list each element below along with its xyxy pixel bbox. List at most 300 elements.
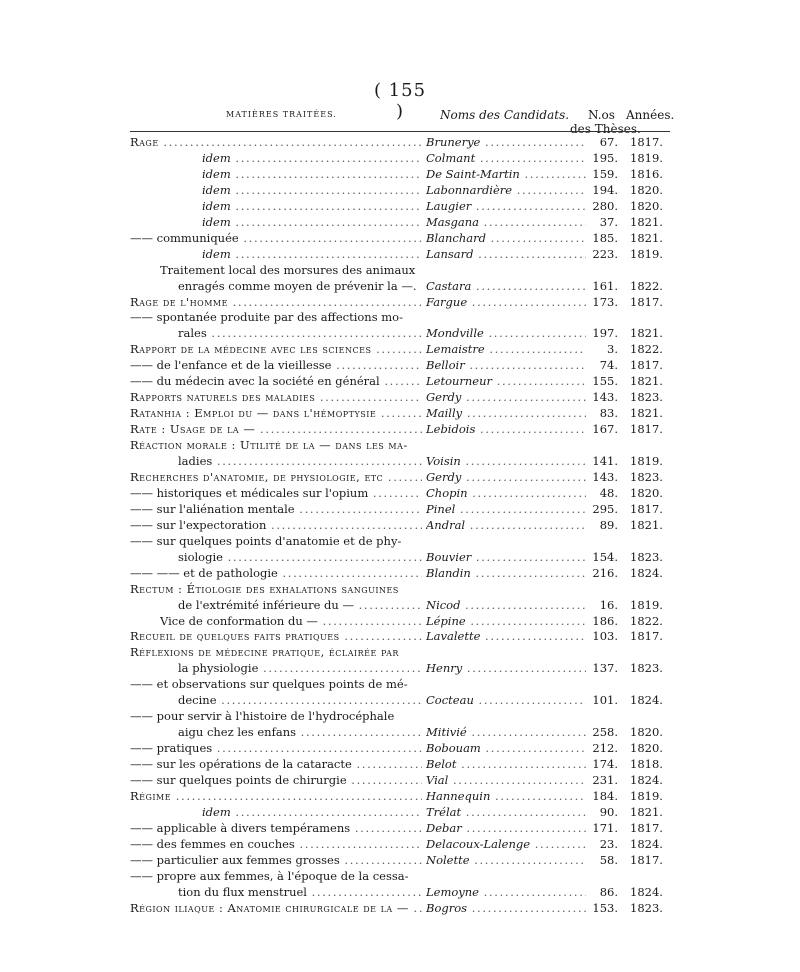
entry-subject-text: decine	[178, 693, 217, 708]
entry-candidate-name: Trélat	[426, 804, 462, 819]
entry-subject	[130, 230, 422, 246]
entry-candidate-name: Nicod	[426, 597, 461, 612]
entry-candidate-name: Nolette	[426, 852, 470, 867]
entry-thesis-number: 48.	[599, 485, 618, 500]
entry-subject-text: Rage	[130, 135, 159, 149]
entry-subject	[130, 676, 672, 692]
entry-year: 1817.	[630, 358, 663, 373]
entry-subject-text: —— et observations sur quelques points de mé-	[130, 677, 408, 692]
entry-thesis-number: 212.	[592, 741, 618, 756]
entry-thesis-number: 167.	[592, 422, 618, 437]
entry-subject	[202, 182, 422, 198]
entry-thesis-number: 74.	[599, 358, 618, 373]
entry-subject	[178, 453, 422, 469]
entry-candidate-name: Lebidois	[426, 422, 476, 437]
entry-subject-text: Traitement local des morsures des animaux	[160, 262, 416, 277]
entry-row	[0, 660, 800, 676]
entry-subject	[130, 517, 422, 533]
entry-thesis-number: 83.	[599, 406, 618, 421]
entry-candidate-name: Hannequin	[426, 788, 491, 803]
entry-row	[0, 278, 800, 294]
entry-candidate	[426, 294, 586, 310]
header-numeros: N.os	[588, 108, 615, 122]
entry-subject-text: de l'extrémité inférieure du —	[178, 597, 354, 612]
entry-thesis-number: 101.	[592, 693, 618, 708]
entry-row	[0, 214, 800, 230]
entry-candidate-name: Mondville	[426, 326, 484, 341]
entry-year: 1820.	[630, 741, 663, 756]
entry-candidate	[426, 166, 586, 182]
entry-thesis-number: 137.	[592, 661, 618, 676]
entry-row	[0, 565, 800, 581]
entry-candidate	[426, 485, 586, 501]
entry-subject	[130, 756, 422, 772]
entry-thesis-number: 197.	[592, 326, 618, 341]
entry-candidate	[426, 628, 586, 644]
entry-subject-text: rales	[178, 326, 207, 341]
entry-subject-text: —— sur quelques points de chirurgie	[130, 773, 347, 787]
entry-subject-text: Réflexions de médecine pratique, éclairée par	[130, 645, 399, 660]
entry-thesis-number: 223.	[592, 246, 618, 261]
entry-candidate-name: Bogros	[426, 900, 468, 915]
entry-row	[0, 836, 800, 852]
entry-candidate	[426, 517, 586, 533]
entry-row	[0, 884, 800, 900]
entry-row	[0, 517, 800, 533]
entry-candidate-name: De Saint-Martin	[426, 166, 520, 181]
header-des-theses: des Thèses.	[570, 122, 641, 136]
entry-thesis-number: 216.	[592, 565, 618, 580]
entry-subject	[202, 150, 422, 166]
entry-thesis-number: 86.	[599, 884, 618, 899]
entry-subject	[130, 294, 422, 310]
entry-candidate	[426, 772, 586, 788]
entry-thesis-number: 258.	[592, 725, 618, 740]
entry-subject	[130, 309, 672, 325]
entry-subject	[130, 357, 422, 373]
entry-year: 1817.	[630, 852, 663, 867]
entry-thesis-number: 173.	[592, 294, 618, 309]
entry-candidate-name: Lansard	[426, 246, 474, 261]
entry-candidate	[426, 501, 586, 517]
entry-row	[0, 485, 800, 501]
entry-candidate	[426, 597, 586, 613]
entry-thesis-number: 58.	[599, 852, 618, 867]
entry-year: 1819.	[630, 454, 663, 468]
entry-row	[0, 389, 800, 405]
entry-subject	[130, 740, 422, 756]
entry-year: 1821.	[630, 230, 663, 245]
entry-candidate	[426, 724, 586, 740]
entry-thesis-number: 185.	[592, 230, 618, 245]
entry-candidate-name: Debar	[426, 820, 462, 835]
entry-subject	[178, 549, 422, 565]
entry-candidate	[426, 453, 586, 469]
entry-subject	[202, 804, 422, 820]
entry-subject-text: aigu chez les enfans	[178, 725, 296, 740]
entry-year: 1819.	[630, 150, 663, 165]
entry-row	[0, 692, 800, 708]
entry-thesis-number: 37.	[599, 214, 618, 229]
entry-row	[0, 501, 800, 517]
entry-thesis-number: 171.	[592, 820, 618, 835]
entry-subject	[178, 597, 422, 613]
entry-year: 1822.	[630, 342, 663, 357]
entry-row	[0, 724, 800, 740]
entry-year: 1822.	[630, 278, 663, 293]
entry-subject-text: idem	[202, 150, 231, 165]
entry-thesis-number: 89.	[599, 517, 618, 532]
entry-candidate-name: Bobouam	[426, 741, 481, 756]
entry-candidate	[426, 900, 586, 916]
entry-candidate	[426, 182, 586, 198]
entry-thesis-number: 195.	[592, 150, 618, 165]
entry-subject	[130, 772, 422, 788]
entry-subject-text: la physiologie	[178, 661, 259, 676]
entry-year: 1821.	[630, 406, 663, 421]
entry-subject-text: idem	[202, 198, 231, 213]
header-matieres: MATIÈRES TRAITÉES.	[226, 110, 337, 119]
entry-row	[0, 341, 800, 357]
entry-year: 1823.	[630, 661, 663, 676]
entry-year: 1824.	[630, 693, 663, 708]
entry-subject	[160, 613, 422, 629]
entry-candidate-name: Laugier	[426, 198, 472, 213]
entry-candidate-name: Mitivié	[426, 725, 467, 740]
entry-candidate-name: Colmant	[426, 150, 476, 165]
page-number: ( 155 )	[373, 80, 427, 122]
entry-candidate-name: Cocteau	[426, 693, 474, 708]
entry-subject	[130, 533, 672, 549]
entry-year: 1818.	[630, 757, 663, 772]
entry-row	[0, 166, 800, 182]
entry-subject-text: —— propre aux femmes, à l'époque de la cessa-	[130, 868, 409, 883]
entry-row	[0, 405, 800, 421]
entry-candidate	[426, 278, 586, 294]
entry-subject	[130, 788, 422, 804]
entry-candidate-name: Letourneur	[426, 374, 493, 389]
entry-candidate	[426, 198, 586, 214]
entry-candidate-name: Lavalette	[426, 629, 481, 644]
header-rule	[130, 131, 670, 132]
entry-subject-text: Rapports naturels des maladies	[130, 390, 316, 405]
entry-subject-text: idem	[202, 182, 231, 197]
entry-subject-text: Recherches d'anatomie, de physiologie, etc	[130, 469, 384, 484]
entry-thesis-number: 153.	[592, 900, 618, 915]
entry-candidate-name: Blandin	[426, 565, 471, 580]
entry-row	[0, 469, 800, 485]
entry-subject	[130, 565, 422, 581]
entry-row	[0, 740, 800, 756]
entry-subject-text: ladies	[178, 454, 213, 468]
entry-thesis-number: 16.	[599, 597, 618, 612]
entry-year: 1822.	[630, 613, 663, 628]
entry-candidate-name: Lemaistre	[426, 342, 485, 357]
entry-row	[0, 900, 800, 916]
entry-candidate	[426, 788, 586, 804]
entry-subject-text: Réaction morale : Utilité de la — dans les ma-	[130, 438, 408, 453]
entry-year: 1816.	[630, 166, 663, 181]
entry-subject	[130, 628, 422, 644]
entry-row	[0, 628, 800, 644]
entry-thesis-number: 155.	[592, 374, 618, 389]
entry-subject	[178, 660, 422, 676]
entry-candidate	[426, 469, 586, 485]
entry-thesis-number: 186.	[592, 613, 618, 628]
entry-year: 1820.	[630, 725, 663, 740]
entry-subject	[130, 134, 422, 150]
entry-year: 1821.	[630, 517, 663, 532]
entry-row	[0, 868, 800, 884]
entry-row	[0, 198, 800, 214]
entry-candidate	[426, 134, 586, 150]
entry-row	[0, 453, 800, 469]
entry-candidate	[426, 884, 586, 900]
entry-subject-text: Rectum : Étiologie des exhalations sanguines	[130, 581, 399, 596]
entry-row	[0, 788, 800, 804]
entry-row	[0, 708, 800, 724]
entry-thesis-number: 295.	[592, 501, 618, 516]
entry-subject	[178, 724, 422, 740]
entry-candidate-name: Blanchard	[426, 230, 486, 245]
entry-candidate-name: Fargue	[426, 294, 468, 309]
entry-year: 1817.	[630, 135, 663, 149]
entry-row	[0, 644, 800, 660]
entry-candidate-name: Voisin	[426, 454, 461, 468]
entry-subject-text: —— de l'enfance et de la vieillesse	[130, 358, 332, 373]
entry-subject-text: Rapport de la médecine avec les sciences	[130, 342, 372, 357]
entry-candidate	[426, 756, 586, 772]
entry-year: 1819.	[630, 597, 663, 612]
entry-row	[0, 772, 800, 788]
entry-candidate-name: Henry	[426, 661, 463, 676]
entry-row	[0, 373, 800, 389]
entry-candidate	[426, 341, 586, 357]
entry-candidate	[426, 660, 586, 676]
entry-candidate-name: Andral	[426, 517, 466, 532]
entry-subject-text: —— spontanée produite par des affections mo-	[130, 310, 403, 325]
entry-thesis-number: 154.	[592, 549, 618, 564]
entry-row	[0, 581, 800, 597]
entry-row	[0, 262, 800, 278]
entry-thesis-number: 23.	[599, 836, 618, 851]
entry-subject	[178, 884, 422, 900]
entry-year: 1821.	[630, 804, 663, 819]
entry-candidate-name: Gerdy	[426, 390, 462, 405]
entry-year: 1820.	[630, 182, 663, 197]
entry-candidate	[426, 613, 586, 629]
entry-row	[0, 597, 800, 613]
entry-candidate-name: Lépine	[426, 613, 466, 628]
entry-thesis-number: 161.	[592, 278, 618, 293]
entry-subject-text: —— sur l'aliénation mentale	[130, 501, 295, 516]
entry-candidate	[426, 740, 586, 756]
entry-candidate	[426, 565, 586, 581]
entry-row	[0, 533, 800, 549]
entry-subject	[130, 820, 422, 836]
entry-candidate	[426, 804, 586, 820]
entry-candidate-name: Castara	[426, 278, 472, 293]
entry-subject-text: —— sur l'expectoration	[130, 517, 267, 532]
entry-subject	[178, 278, 422, 294]
entry-year: 1821.	[630, 374, 663, 389]
entry-year: 1819.	[630, 246, 663, 261]
entry-subject-text: siologie	[178, 549, 223, 564]
entry-candidate-name: Chopin	[426, 485, 468, 500]
entry-thesis-number: 3.	[607, 342, 618, 357]
entry-candidate-name: Labonnardière	[426, 182, 513, 197]
entry-subject-text: Ratanhia : Emploi du — dans l'hémoptysie	[130, 406, 377, 421]
entry-row	[0, 437, 800, 453]
entry-year: 1824.	[630, 565, 663, 580]
entry-row	[0, 357, 800, 373]
entry-row	[0, 294, 800, 310]
entry-subject	[130, 341, 422, 357]
entry-candidate	[426, 820, 586, 836]
entry-row	[0, 852, 800, 868]
entry-year: 1824.	[630, 884, 663, 899]
entry-candidate	[426, 389, 586, 405]
entry-thesis-number: 231.	[592, 773, 618, 787]
entry-subject	[178, 325, 422, 341]
entry-subject	[202, 166, 422, 182]
entry-year: 1824.	[630, 773, 663, 787]
entry-year: 1820.	[630, 485, 663, 500]
entry-subject	[130, 405, 422, 421]
entry-candidate-name: Bouvier	[426, 549, 472, 564]
entry-year: 1824.	[630, 836, 663, 851]
entry-row	[0, 182, 800, 198]
entry-row	[0, 134, 800, 150]
entry-year: 1823.	[630, 549, 663, 564]
entry-subject-text: Rage de l'homme	[130, 294, 228, 309]
entry-year: 1823.	[630, 469, 663, 484]
entry-candidate-name: Brunerye	[426, 135, 481, 149]
entry-subject-text: —— du médecin avec la société en général	[130, 374, 380, 389]
entry-subject	[130, 868, 672, 884]
entry-row	[0, 325, 800, 341]
entry-year: 1820.	[630, 198, 663, 213]
entry-candidate	[426, 230, 586, 246]
entry-subject-text: —— particulier aux femmes grosses	[130, 852, 340, 867]
entry-candidate	[426, 421, 586, 437]
entry-thesis-number: 143.	[592, 469, 618, 484]
entry-subject	[130, 437, 672, 453]
entry-year: 1817.	[630, 629, 663, 644]
entry-subject-text: Régime	[130, 788, 172, 803]
entry-year: 1821.	[630, 326, 663, 341]
entry-candidate-name: Gerdy	[426, 469, 462, 484]
entry-row	[0, 549, 800, 565]
entry-thesis-number: 141.	[592, 454, 618, 468]
entry-subject	[130, 708, 672, 724]
header-annees: Années.	[626, 108, 675, 122]
entry-candidate	[426, 357, 586, 373]
entry-candidate	[426, 405, 586, 421]
entry-subject	[130, 373, 422, 389]
entry-subject-text: Vice de conformation du —	[160, 613, 318, 628]
entry-subject	[130, 485, 422, 501]
entry-candidate-name: Vial	[426, 773, 449, 787]
entry-subject-text: —— communiquée	[130, 230, 239, 245]
entry-candidate-name: Pinel	[426, 501, 456, 516]
entry-candidate-name: Masgana	[426, 214, 480, 229]
entry-subject-text: Recueil de quelques faits pratiques	[130, 629, 340, 644]
entry-subject	[130, 421, 422, 437]
entry-subject-text: —— pour servir à l'histoire de l'hydrocéphale	[130, 709, 395, 724]
entry-subject-text: tion du flux menstruel	[178, 884, 307, 899]
entry-year: 1823.	[630, 390, 663, 405]
entry-thesis-number: 67.	[599, 135, 618, 149]
entry-subject	[130, 900, 422, 916]
entry-candidate	[426, 150, 586, 166]
entry-thesis-number: 280.	[592, 198, 618, 213]
entry-subject	[202, 246, 422, 262]
entry-candidate	[426, 325, 586, 341]
entry-subject	[202, 198, 422, 214]
entry-candidate	[426, 692, 586, 708]
entry-row	[0, 676, 800, 692]
entry-subject-text: —— pratiques	[130, 741, 213, 756]
entry-subject-text: idem	[202, 804, 231, 819]
entry-row	[0, 804, 800, 820]
entry-subject	[130, 501, 422, 517]
entry-row	[0, 613, 800, 629]
entry-subject-text: —— applicable à divers tempéramens	[130, 820, 351, 835]
entry-thesis-number: 159.	[592, 166, 618, 181]
entry-subject	[130, 389, 422, 405]
entry-thesis-number: 143.	[592, 390, 618, 405]
entry-year: 1817.	[630, 820, 663, 835]
entry-thesis-number: 184.	[592, 788, 618, 803]
entry-candidate-name: Delacoux-Lalenge	[426, 836, 531, 851]
entry-subject-text: Rate : Usage de la —	[130, 422, 256, 437]
entry-row	[0, 421, 800, 437]
entry-year: 1823.	[630, 900, 663, 915]
entry-subject	[130, 469, 422, 485]
entry-candidate	[426, 852, 586, 868]
entry-candidate	[426, 836, 586, 852]
entry-subject	[130, 644, 672, 660]
entry-subject	[130, 852, 422, 868]
entry-candidate-name: Belloir	[426, 358, 465, 373]
entry-subject	[130, 836, 422, 852]
entry-candidate	[426, 549, 586, 565]
entry-subject	[160, 262, 672, 278]
entry-subject	[178, 692, 422, 708]
entry-subject-text: —— sur quelques points d'anatomie et de phy-	[130, 533, 402, 548]
entry-thesis-number: 90.	[599, 804, 618, 819]
entry-subject-text: idem	[202, 214, 231, 229]
entry-candidate-name: Lemoyne	[426, 884, 479, 899]
entry-subject-text: idem	[202, 166, 231, 181]
header-candidats: Noms des Candidats.	[440, 108, 570, 122]
entry-subject	[202, 214, 422, 230]
entry-thesis-number: 194.	[592, 182, 618, 197]
entry-subject-text: —— —— et de pathologie	[130, 565, 278, 580]
entry-row	[0, 150, 800, 166]
entry-row	[0, 230, 800, 246]
entry-subject-text: Région iliaque : Anatomie chirurgicale de la —	[130, 900, 409, 915]
entry-year: 1817.	[630, 294, 663, 309]
entry-year: 1817.	[630, 501, 663, 516]
entry-thesis-number: 103.	[592, 629, 618, 644]
entry-candidate	[426, 214, 586, 230]
entry-year: 1817.	[630, 422, 663, 437]
entry-subject-text: idem	[202, 246, 231, 261]
entry-row	[0, 309, 800, 325]
entry-candidate-name: Mailly	[426, 406, 463, 421]
